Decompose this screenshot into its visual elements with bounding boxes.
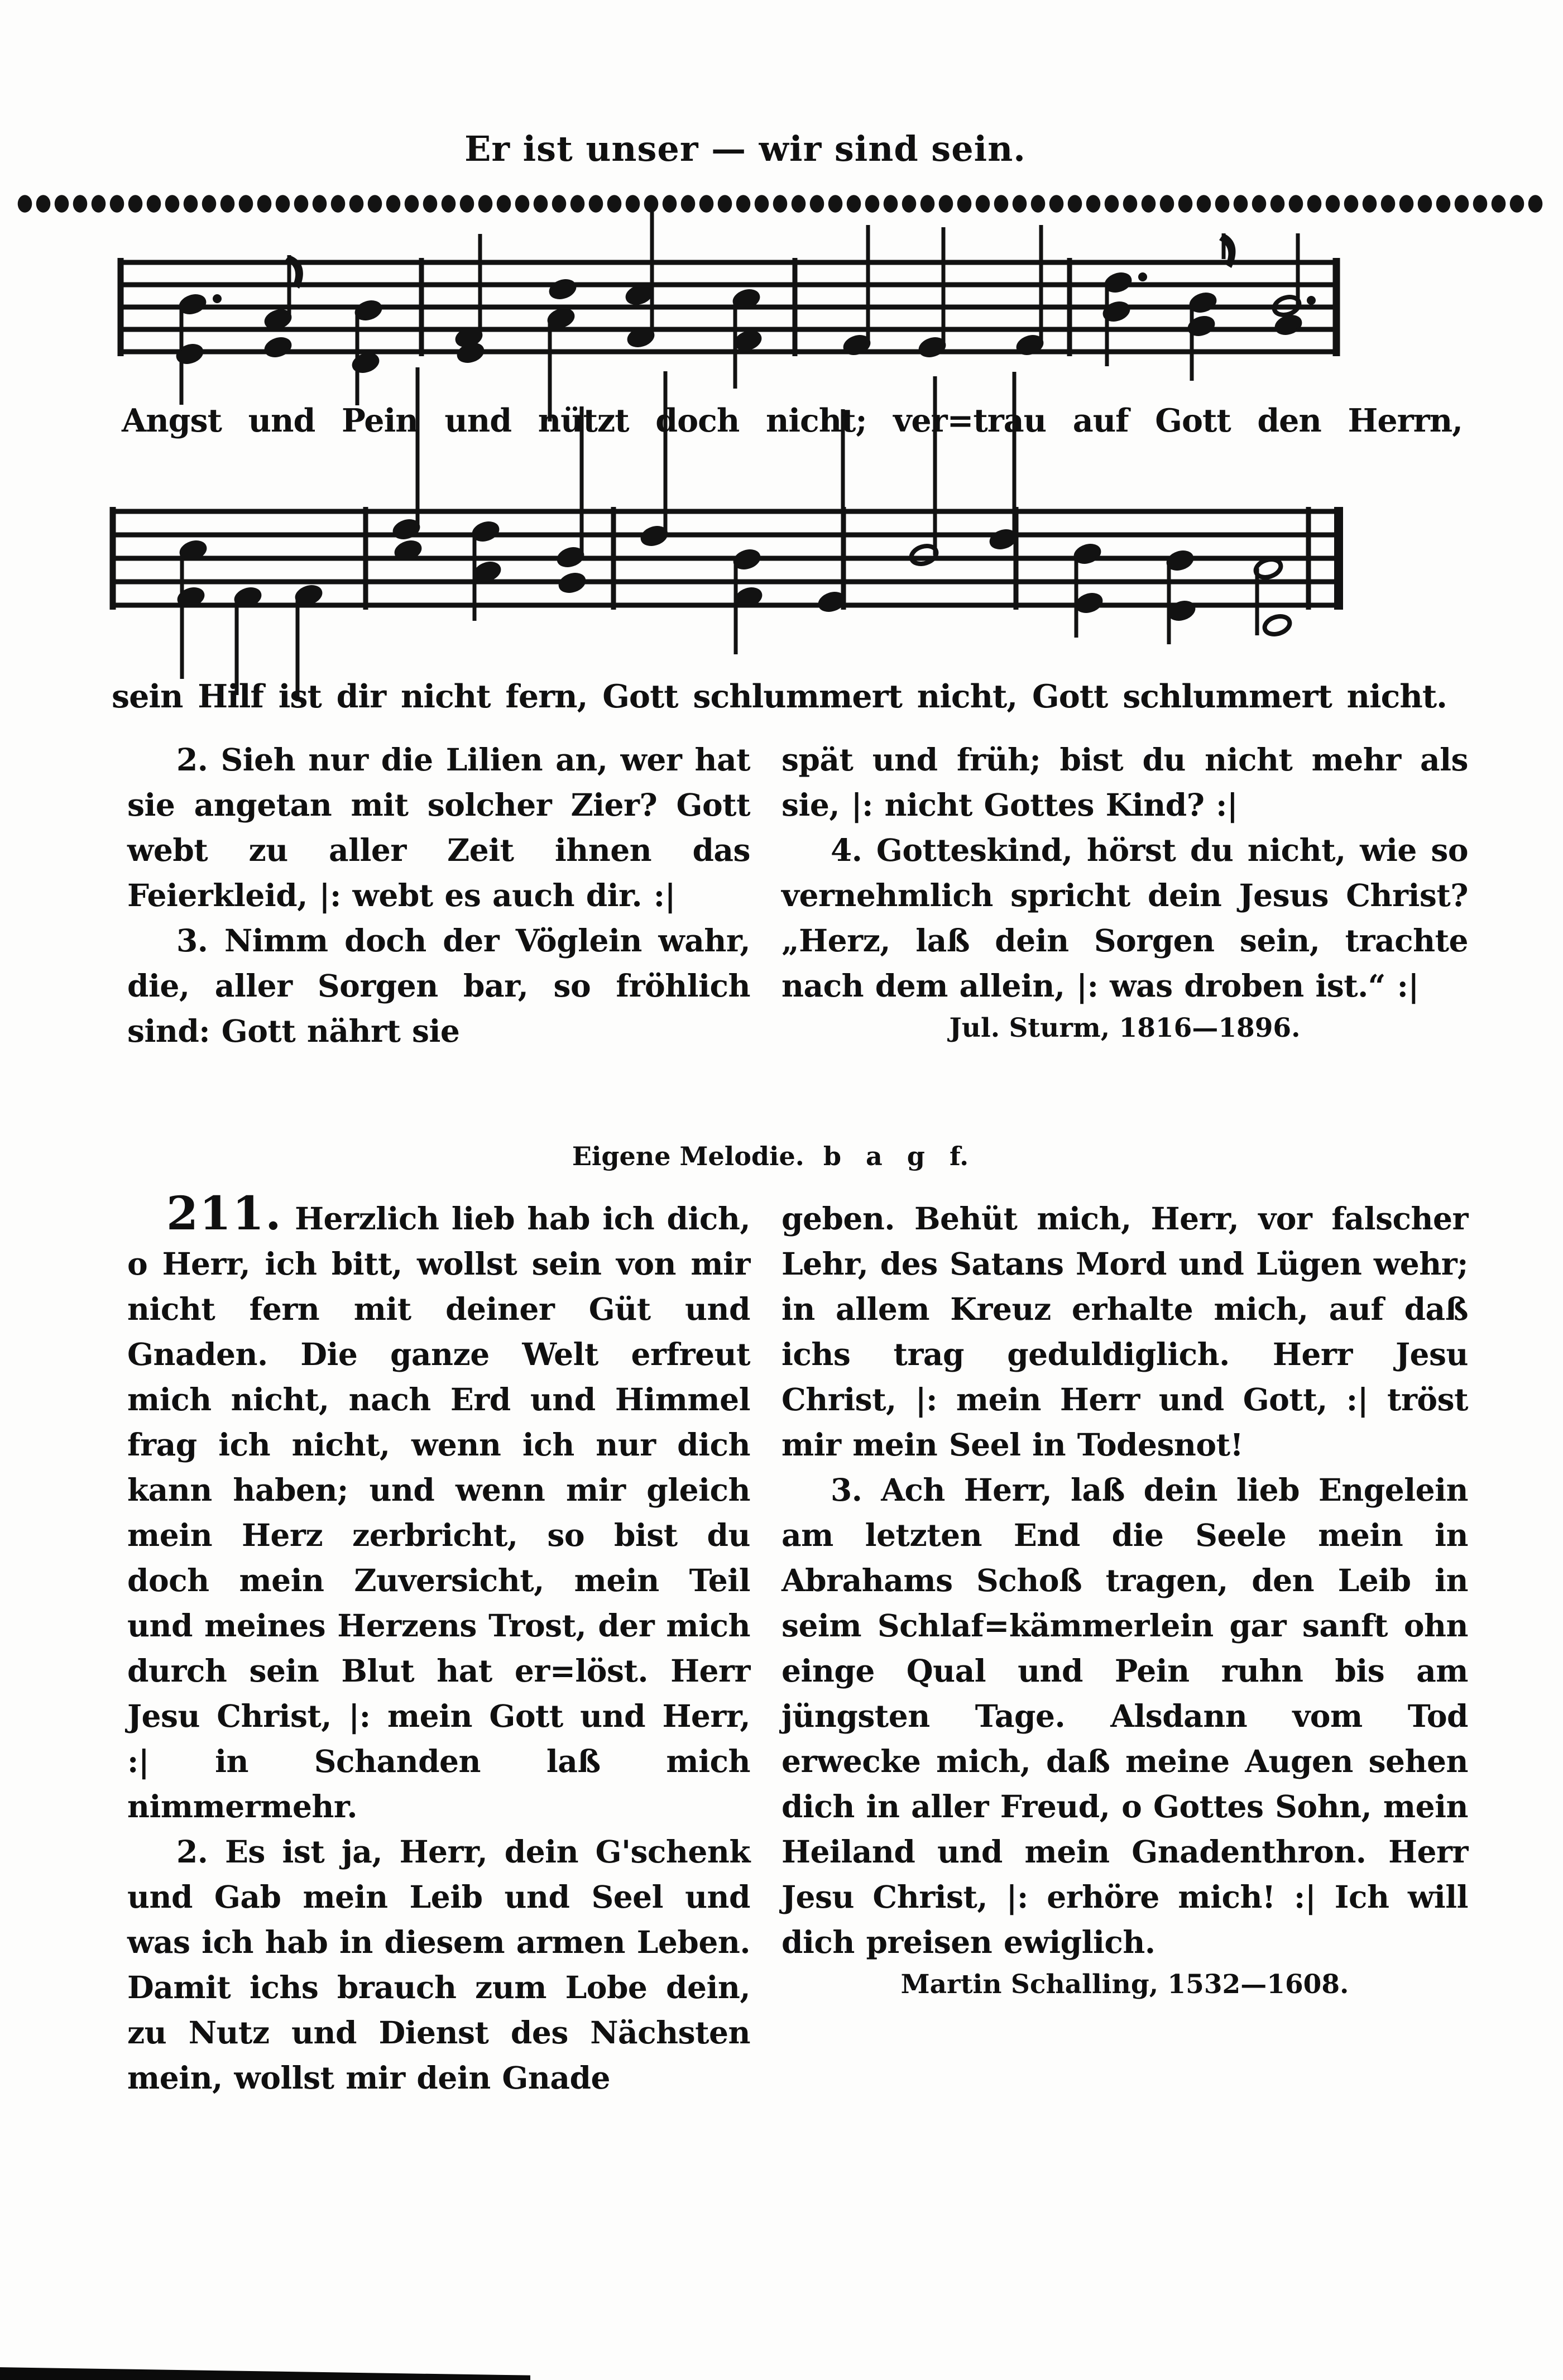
verse-3: 3. Nimm doch der Vöglein wahr, die, aller Sorgen bar, so fröhlich sind: Gott nährt sie	[127, 922, 750, 1049]
hymn-210-left-column	[127, 737, 750, 1072]
hymn-number: 211.	[166, 1187, 282, 1241]
running-head: Er ist unser — wir sind sein.	[464, 128, 1026, 169]
melody-key-letters: b a g f.	[823, 1141, 969, 1171]
verse-1	[127, 1187, 750, 1829]
hymn-211-right-column	[781, 1196, 1468, 2100]
melody-label: Eigene Melodie.	[572, 1141, 804, 1171]
hymn-211-verses	[127, 1187, 1468, 2100]
verse-2: 2. Es ist ja, Herr, dein G'schenk und Gab mein Leib und Seel und was ich hab in diesem armen Leben. Damit ichs brauch zum Lobe dein, zu Nutz und Dienst des Nächsten mein, wollst mir dein Gnade	[127, 1833, 750, 2096]
verse-1-text: Herzlich lieb hab ich dich, o Herr, ich bitt, wollst sein von mir nicht fern mit deiner Güt und Gnaden. Die ganze Welt erfreut mich nicht, nach Erd und Himmel frag ich nicht, wenn ich nur dich kann haben; und wenn mir gleich mein Herz zerbricht, so bist du doch mein Zuversicht, mein Teil und meines Herzens Trost, der mich durch sein Blut hat er=löst. Herr Jesu Christ, |: mein Gott und Herr, :| in Schanden laß mich nimmermehr.	[127, 1200, 750, 1824]
hymn-tune-lyric-line-1: Angst und Pein und nützt doch nicht; ver=trau auf Gott den Herrn,	[122, 402, 1463, 439]
hymn-211-left-column	[127, 1187, 750, 2100]
verse-2-continued: geben. Behüt mich, Herr, vor falscher Lehr, des Satans Mord und Lügen wehr; in allem Kreuz erhalte mich, auf daß ichs trag geduldiglich. Herr Jesu Christ, |: mein Herr und Gott, :| tröst mir mein Seel in Todesnot!	[781, 1200, 1468, 1463]
verse-3-continued: spät und früh; bist du nicht mehr als sie, |: nicht Gottes Kind? :|	[781, 741, 1468, 823]
hymn-210-verses	[127, 737, 1468, 1072]
verse-2: 2. Sieh nur die Lilien an, wer hat sie angetan mit solcher Zier? Gott webt zu aller Zeit ihnen das Feierkleid, |: webt es auch dir. :|	[127, 741, 750, 913]
hymn-tune-lyric-line-2: sein Hilf ist dir nicht fern, Gott schlummert nicht, Gott schlummert nicht.	[112, 678, 1447, 715]
verse-4: 4. Gotteskind, hörst du nicht, wie so vernehmlich spricht dein Jesus Christ? „Herz, laß dein Sorgen sein, trachte nach dem allein, |: was droben ist.“ :|	[781, 832, 1468, 1004]
scan-edge-artifact	[0, 2365, 530, 2380]
author-attribution-sturm: Jul. Sturm, 1816—1896.	[949, 1013, 1301, 1043]
author-attribution-schalling: Martin Schalling, 1532—1608.	[900, 1969, 1349, 2000]
hymn-210-right-column	[781, 737, 1468, 1072]
verse-3: 3. Ach Herr, laß dein lieb Engelein am letzten End die Seele mein in Abrahams Schoß tragen, den Leib in seim Schlaf=kämmerlein gar sanft ohn einge Qual und Pein ruhn bis am jüngsten Tage. Alsdann vom Tod erwecke mich, daß meine Augen sehen dich in aller Freud, o Gottes Sohn, mein Heiland und mein Gnadenthron. Herr Jesu Christ, |: erhöre mich! :| Ich will dich preisen ewiglich.	[781, 1472, 1468, 1960]
melody-indication	[0, 1141, 1541, 1171]
dotted-divider	[16, 193, 1543, 214]
